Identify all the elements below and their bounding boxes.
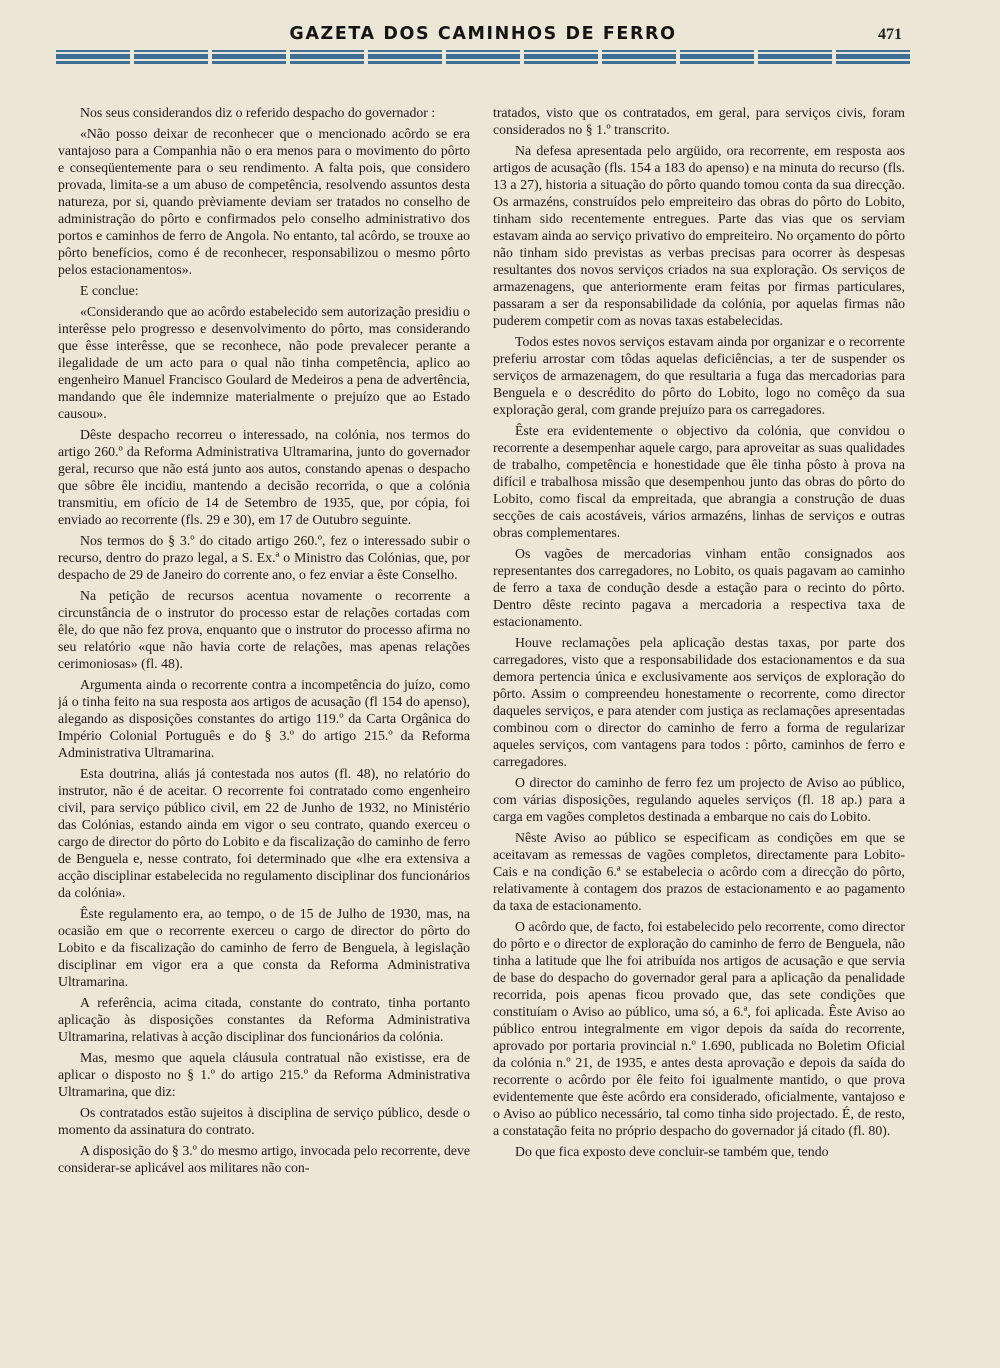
paragraph: «Considerando que ao acôrdo estabelecido sem autorização presidiu o interêsse pelo progresso e desenvolvimento do pôrto, mas considerando que êsse interêsse, que se reconhece, não pode prevalecer perante a ilegalidade de um acto para o qual não tinha competência, aplico ao engenheiro Manuel Francisco Goulard de Medeiros a pena de advertência, mandando que êle indemnize materialmente o prejuízo que ao Estado causou». — [58, 304, 470, 421]
paragraph: Nos termos do § 3.º do citado artigo 260.º, fez o interessado subir o recurso, dentro do prazo legal, a S. Ex.ª o Ministro das Colónias, que, por despacho de 29 de Janeiro do corrente ano, o fez enviar a êste Conselho. — [58, 533, 470, 582]
paragraph: O acôrdo que, de facto, foi estabelecido pelo recorrente, como director do pôrto e o director de exploração do caminho de ferro de Benguela, não tinha a latitude que lhe foi atribuída nos artigos de acusação e que servia de base do despacho do governador geral para a aplicação da penalidade recorrida, pois apenas ficou provado que, das sete condições que constituíam o Aviso ao público, uma só, a 6.ª, foi aplicada. Êste Aviso ao público entrou integralmente em vigor depois da saída do recorrente, aprovado por portaria provincial n.º 1.690, publicada no Boletim Oficial da colónia n.º 21, de 1935, e antes desta aprovação e depois da saída do recorrente o acôrdo por êle feito foi igualmente mantido, o que prova evidentemente que êste acôrdo era considerado, oficialmente, vantajoso e o Aviso ao público necessário, tal como tinha sido projectado. É, de resto, a constatação feita no próprio despacho do governador já citado (fl. 80). — [493, 919, 905, 1138]
left-column — [58, 104, 470, 1360]
paragraph: «Não posso deixar de reconhecer que o mencionado acôrdo se era vantajoso para a Companhia não o era menos para o movimento do pôrto e conseqüentemente para o seu rendimento. A falta pois, que considero provada, limita-se a um abuso de competência, resolvendo assuntos desta natureza, por si, quando prèviamente deviam ser tratados no conselho de administração do pôrto e confirmados pelo conselho administrativo dos portos e caminhos de ferro de Angola. No entanto, tal acôrdo, se trouxe ao pôrto benefícios, como é de reconhecer, responsabilizou o mesmo pôrto pelos estacionamentos». — [58, 126, 470, 277]
paragraph: Na defesa apresentada pelo argüido, ora recorrente, em resposta aos artigos de acusação (fls. 154 a 183 do apenso) e na minuta do recurso (fls. 13 a 27), historia a situação do pôrto quando tomou conta da sua direcção. Os armazéns, construídos pelo empreiteiro das obras do pôrto do Lobito, tinham sido recentemente entregues. Parte das vias que os serviam estavam ainda ao serviço privativo do empreiteiro. No orçamento do pôrto não tinham sido previstas as verbas precisas para ocorrer às despesas resultantes dos novos serviços criados na sua exploração. Os serviços de armazenagens, que anteriormente eram feitas por firmas particulares, passaram a ser da responsabilidade da colónia, por aquelas firmas não puderem competir com as novas taxas estabelecidas. — [493, 143, 905, 328]
paragraph: Esta doutrina, aliás já contestada nos autos (fl. 48), no relatório do instrutor, não é de aceitar. O recorrente foi contratado como engenheiro civil, para serviço público civil, em 22 de Junho de 1932, no Ministério das Colónias, estando ainda em vigor o seu contrato, quando exerceu o cargo de director do pôrto do Lobito e da fiscalização do caminho de ferro de Benguela e, nesse contrato, foi determinado que «lhe era extensiva a acção disciplinar estabelecida no regulamento disciplinar dos funcionários da colónia». — [58, 766, 470, 900]
page-number: 471 — [878, 26, 902, 43]
masthead-title: GAZETA DOS CAMINHOS DE FERRO — [289, 24, 677, 44]
paragraph: O director do caminho de ferro fez um projecto de Aviso ao público, com várias disposições, regulando aqueles serviços (fl. 18 ap.) para a carga em vagões completos destinada a embarque no cais do Lobito. — [493, 775, 905, 824]
paragraph: Nêste Aviso ao público se especificam as condições em que se aceitavam as remessas de vagões completos, directamente para Lobito-Cais e na condição 6.ª se estabelecia o acôrdo com a direcção do pôrto, relativamente à contagem dos prazos de estacionamento e ao pagamento da taxa de estacionamento. — [493, 830, 905, 913]
paragraph: A referência, acima citada, constante do contrato, tinha portanto aplicação às disposições constantes da Reforma Administrativa Ultramarina, relativas à acção disciplinar dos funcionários da colónia. — [58, 995, 470, 1044]
paragraph: E conclue: — [80, 283, 139, 298]
paragraph: Mas, mesmo que aquela cláusula contratual não existisse, era de aplicar o disposto no § 1.º do artigo 215.º da Reforma Administrativa Ultramarina, que diz: — [58, 1050, 470, 1099]
paragraph: Dêste despacho recorreu o interessado, na colónia, nos termos do artigo 260.º da Reforma Administrativa Ultramarina, junto do governador geral, recurso que não está junto aos autos, constando apenas o despacho que sôbre êle incidiu, mantendo a decisão recorrida, o que a colónia transmitiu, em ofício de 14 de Setembro de 1935, que, por cópia, foi enviado ao recorrente (fls. 29 e 30), em 17 de Outubro seguinte. — [58, 427, 470, 527]
paragraph: tratados, visto que os contratados, em geral, para serviços civis, foram considerados no § 1.º transcrito. — [493, 105, 905, 137]
paragraph: Nos seus considerandos diz o referido despacho do governador : — [80, 105, 436, 120]
paragraph: Êste regulamento era, ao tempo, o de 15 de Julho de 1930, mas, na ocasião em que o recorrente exerceu o cargo de director do pôrto do Lobito e da fiscalização do caminho de ferro de Benguela, à legislação disciplinar em vigor era a que consta da Reforma Administrativa Ultramarina. — [58, 906, 470, 989]
paragraph: A disposição do § 3.º do mesmo artigo, invocada pelo recorrente, deve considerar-se aplicável aos militares não con- — [58, 1143, 470, 1175]
paragraph: Na petição de recursos acentua novamente o recorrente a circunstância de o instrutor do processo estar de relações cortadas com êle, do que não fez prova, enquanto que o instrutor do processo afirma no seu relatório «que não havia corte de relações, mas apenas relações cerimoniosas» (fl. 48). — [58, 588, 470, 671]
header-rule — [56, 50, 910, 64]
paragraph: Todos estes novos serviços estavam ainda por organizar e o recorrente preferiu arrostar com tôdas aquelas deficiências, a ter de suspender os serviços de armazenagem, do que resultaria a fuga das mercadorias para Benguela e o descrédito do pôrto do Lobito, logo no comêço da sua exploração geral, com grande prejuízo para os carregadores. — [493, 334, 905, 417]
right-column — [493, 104, 905, 1360]
paragraph: Houve reclamações pela aplicação destas taxas, por parte dos carregadores, visto que a responsabilidade dos estacionamentos e da sua demora pertencia única e exclusivamente aos serviços de exploração do pôrto. Assim o compreendeu honestamente o recorrente, como director daqueles serviços, e para atender com justiça as reclamações apresentadas combinou com o director do caminho de ferro a forma de regularizar aqueles serviços, com vantagens para todos : pôrto, caminhos de ferro e carregadores. — [493, 635, 905, 769]
paragraph: Os vagões de mercadorias vinham então consignados aos representantes dos carregadores, no Lobito, os quais pagavam ao caminho de ferro a taxa de condução desde a estação para o recinto do pôrto. Dentro dêste recinto pagava a mercadoria a respectiva taxa de estacionamento. — [493, 546, 905, 629]
page-header — [56, 22, 910, 70]
paragraph: Argumenta ainda o recorrente contra a incompetência do juízo, como já o tinha feito na sua resposta aos artigos de acusação (fl 154 do apenso), alegando as disposições constantes do artigo 119.º da Carta Orgânica do Império Colonial Português e do § 3.º do artigo 215.º da Reforma Administrativa Ultramarina. — [58, 677, 470, 760]
paragraph: Do que fica exposto deve concluir-se também que, tendo — [515, 1144, 829, 1159]
paragraph: Os contratados estão sujeitos à disciplina de serviço público, desde o momento da assinatura do contrato. — [58, 1105, 470, 1137]
paragraph: Êste era evidentemente o objectivo da colónia, que convidou o recorrente a desempenhar aquele cargo, para aproveitar as suas qualidades de trabalho, competência e honestidade que êle tinha pôsto à prova na difícil e trabalhosa missão que desempenhou junto das obras do pôrto do Lobito, como fiscal da empreitada, que abrangia a construção de duas secções de cais acostáveis, vários armazéns, linhas de serviços e outras obras complementares. — [493, 423, 905, 540]
